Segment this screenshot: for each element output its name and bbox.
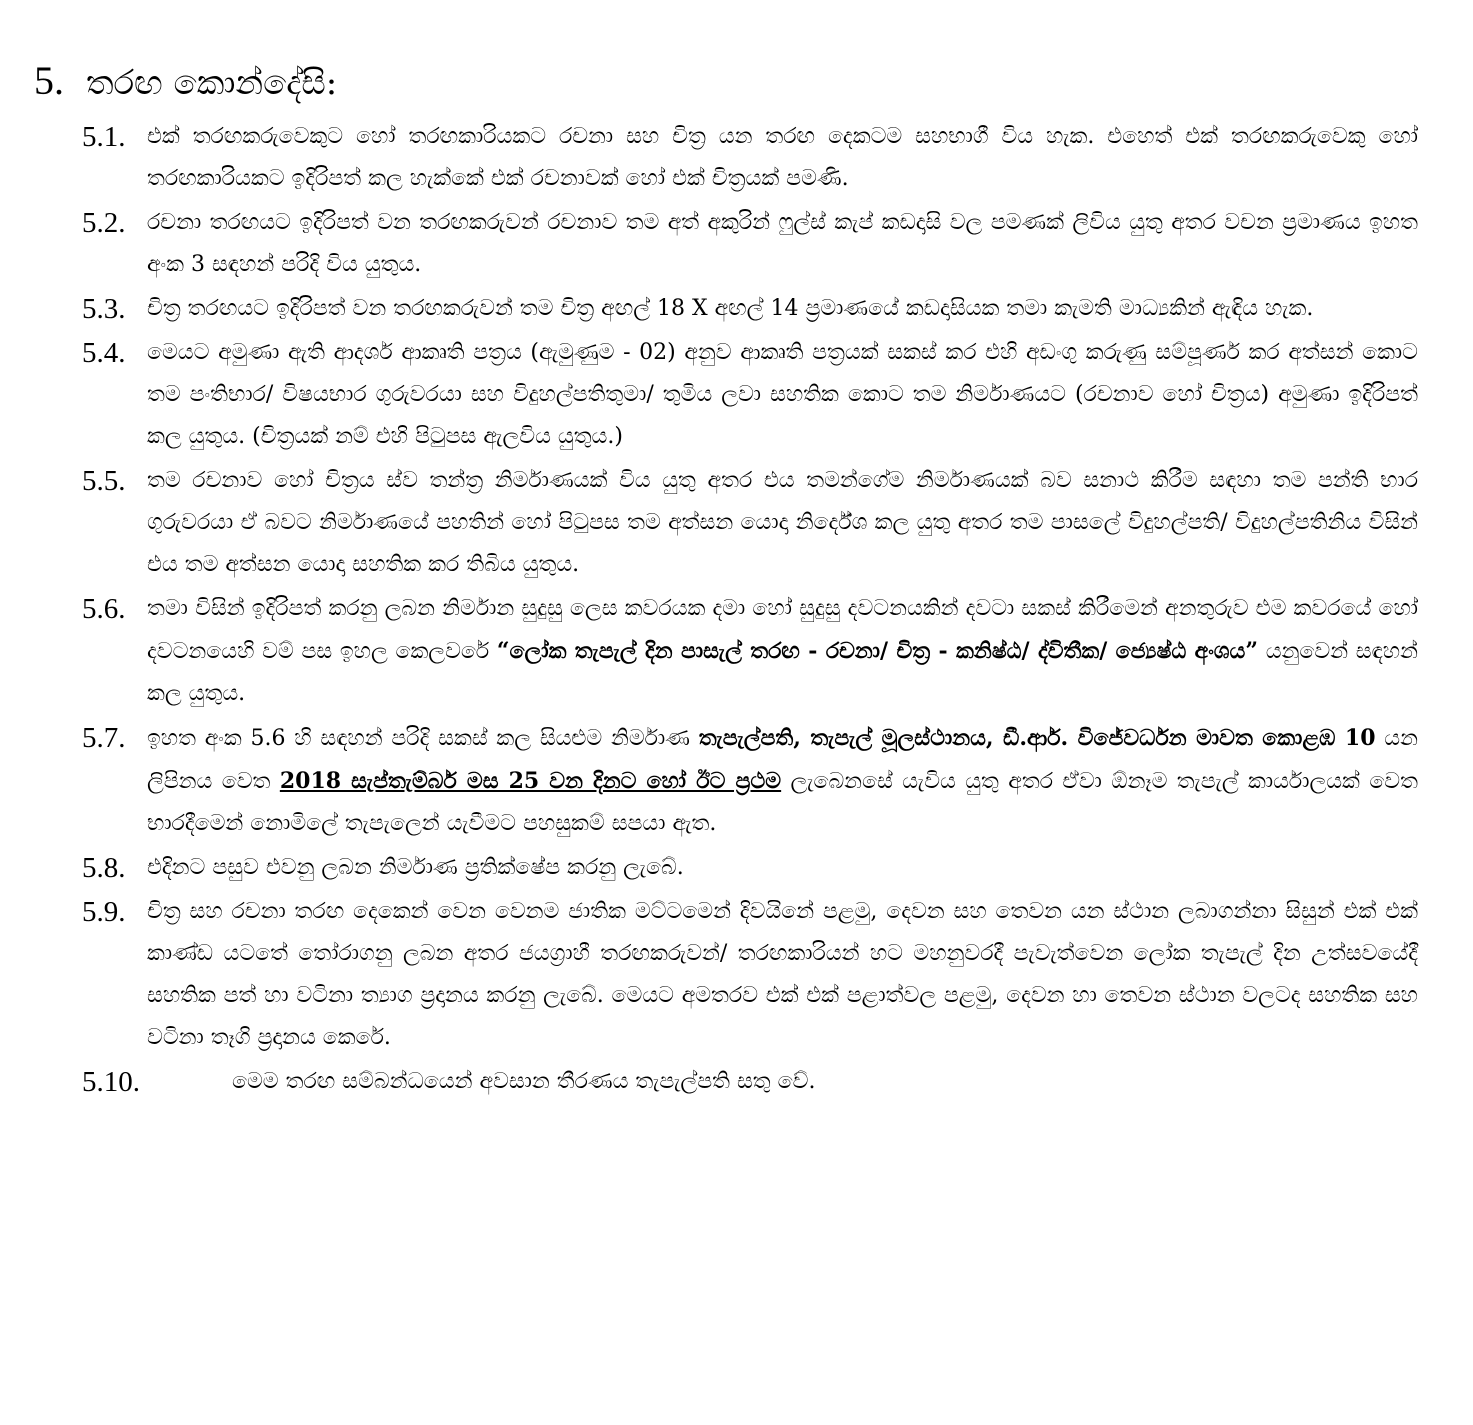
clause-text: චිත්‍ර සහ රචනා තරඟ දෙකෙන් වෙන වෙනම ජාතික මට්ටමෙන් දිවයිනේ පළමු, දෙවන සහ තෙවන යන ස්ථාන ලබාගන්නා සිසුන් එක් එක් කාණ්ඩ යටතේ තෝරාගනු ලබන අතර ජයග්‍රාහී තරඟකරුවන්/ තරඟකාරියන් හට මහනුවරදී පැවැත්වෙන ලෝක තැපැල් දින උත්සවයේදී සහතික පත් හා වටිනා ත්‍යාග ප්‍රදානය කරනු ලැබේ. මෙයට අමතරව එක් එක් පළාත්වල පළමු, දෙවන හා තෙවන ස්ථාන වලටද සහතික සහ වටිනා තෑගි ප්‍රදානය කෙරේ. [147,899,1418,1050]
clause-number: 5.6. [82,593,126,625]
clause-text: චිත්‍ර තරඟයට ඉදිරිපත් වන තරඟකරුවන් තම චිත්‍ර අඟල් 18 X අඟල් 14 ප්‍රමාණයේ කඩදාසියක තමා කැමති මාධ්‍යකින් ඇඳිය හැක. [147,296,1314,321]
clause-text: එදිනට පසුව එවනු ලබන නිර්මාණ ප්‍රතික්ෂේප කරනු ලැබේ. [147,855,684,880]
clause-address-bold: තැපැල්පති, තැපැල් මූලස්ථානය, ඩී.ආර්. විජේවර්ධන මාවත කොළඹ 10 [698,725,1376,751]
clause-number: 5.8. [82,852,126,884]
clause-5-4 [34,332,1418,458]
clause-5-2 [34,202,1418,286]
clause-5-5 [34,460,1418,586]
clause-number: 5.3. [82,293,126,325]
clause-text: තම රචනාව හෝ චිත්‍රය ස්ව තන්ත්‍ර නිර්මාණයක් විය යුතු අතර එය තමන්ගේම නිර්මාණයක් බව සනාථ කිරීම සඳහා තම පන්ති භාර ගුරුවරයා ඒ බවට නිර්මාණයේ පහතින් හෝ පිටුපස තම අත්සන යොදා නිර්දේශ කල යුතු අතර තම පාසලේ විදුහල්පති/ විදුහල්පතිනිය විසින් එය තම අත්සන යොදා සහතික කර තිබිය යුතුය. [147,468,1418,577]
clause-number: 5.1. [82,121,126,153]
clause-text: මෙම තරඟ සම්බන්ධයෙන් අවසාන තීරණය තැපැල්පති සතු වේ. [232,1069,816,1094]
clause-5-3 [34,288,1418,330]
clause-number: 5.10. [82,1066,140,1098]
clause-number: 5.2. [82,207,126,239]
clause-deadline-underlined: 2018 සැප්තැම්බර් මස 25 වන දිනට හෝ ඊට ප්‍රථම [279,768,782,794]
clause-text: එක් තරඟකරුවෙකුට හෝ තරඟකාරියකට රචනා සහ චිත්‍ර යන තරඟ දෙකටම සහභාගී විය හැක. එහෙත් එක් තරඟකරුවෙකු හෝ තරඟකාරියකට ඉදිරිපත් කල හැක්කේ එක් රචනාවක් හෝ එක් චිත්‍රයක් පමණි. [147,124,1418,191]
clause-text: මෙයට අමුණා ඇති ආදර්ශ ආකෘති පත්‍රය (ඇමුණුම - 02) අනුව ආකෘති පත්‍රයක් සකස් කර එහි අඩංගු කරුණු සම්පූර්ණ කර අත්සන් කොට තම පංතිභාර/ විෂයභාර ගුරුවරයා සහ විදුහල්පතිතුමා/ තුමිය ලවා සහතික කොට තම නිර්මාණයට (රචනාව හෝ චිත්‍රය) අමුණා ඉදිරිපත් කල යුතුය. (චිත්‍රයක් නම් එහි පිටුපස ඇලවිය යුතුය.) [147,340,1418,449]
clause-text-part: ඉහත අංක 5.6 හි සඳහන් පරිදි සකස් කල සියළුම නිර්මාණ [147,726,699,751]
clause-5-7 [34,717,1418,845]
clause-text [147,717,1418,845]
section-number: 5. [34,58,64,103]
clause-text [147,588,1418,715]
clause-5-9 [34,891,1418,1059]
clause-5-6 [34,588,1418,715]
clause-text-part: ලැබෙනසේ යැවිය යුතු අතර ඒවා ඕනෑම තැපැල් කාර්යාලයක් වෙත භාරදීමෙන් නොමිලේ තැපැලෙන් යැවීමට පහසුකම් සපයා ඇත. [147,769,1418,836]
clause-5-8 [34,847,1418,889]
section-heading [34,52,1418,112]
clause-number: 5.4. [82,337,126,369]
clause-text-part: තමා විසින් ඉදිරිපත් කරනු ලබන නිර්මාන සුදුසු ලෙස කවරයක දමා හෝ සුදුසු දවටනයකින් දවටා සකස් කිරීමෙන් අනතුරුව එම කවරයේ හෝ දවටනයෙහි වම් පස ඉහල කෙලවරේ [147,596,1418,664]
clause-text-bold: “ලෝක තැපැල් දින පාසැල් තරඟ - රචනා/ චිත්‍ර - කනිෂ්ඨ/ ද්විතීක/ ජ්‍යෙෂ්ඨ අංශය” [496,638,1258,664]
clause-number: 5.7. [82,722,126,754]
clause-number: 5.5. [82,465,126,497]
clause-5-10 [34,1061,1418,1103]
clause-5-1 [34,116,1418,200]
clause-text-part: යනුවෙන් සඳහන් කල යුතුය. [147,639,1418,706]
section-title: තරඟ කොන්දේසි: [86,63,338,103]
clause-text: රචනා තරඟයට ඉදිරිපත් වන තරඟකරුවන් රචනාව තම අත් අකුරින් ෆුල්ස් කැප් කඩදාසි වල පමණක් ලිවිය යුතු අතර වචන ප්‍රමාණය ඉහත අංක 3 සඳහන් පරිදි විය යුතුය. [147,210,1418,277]
clause-number: 5.9. [82,896,126,928]
clause-text-part: යන ලිපිනය වෙත [147,726,1418,794]
